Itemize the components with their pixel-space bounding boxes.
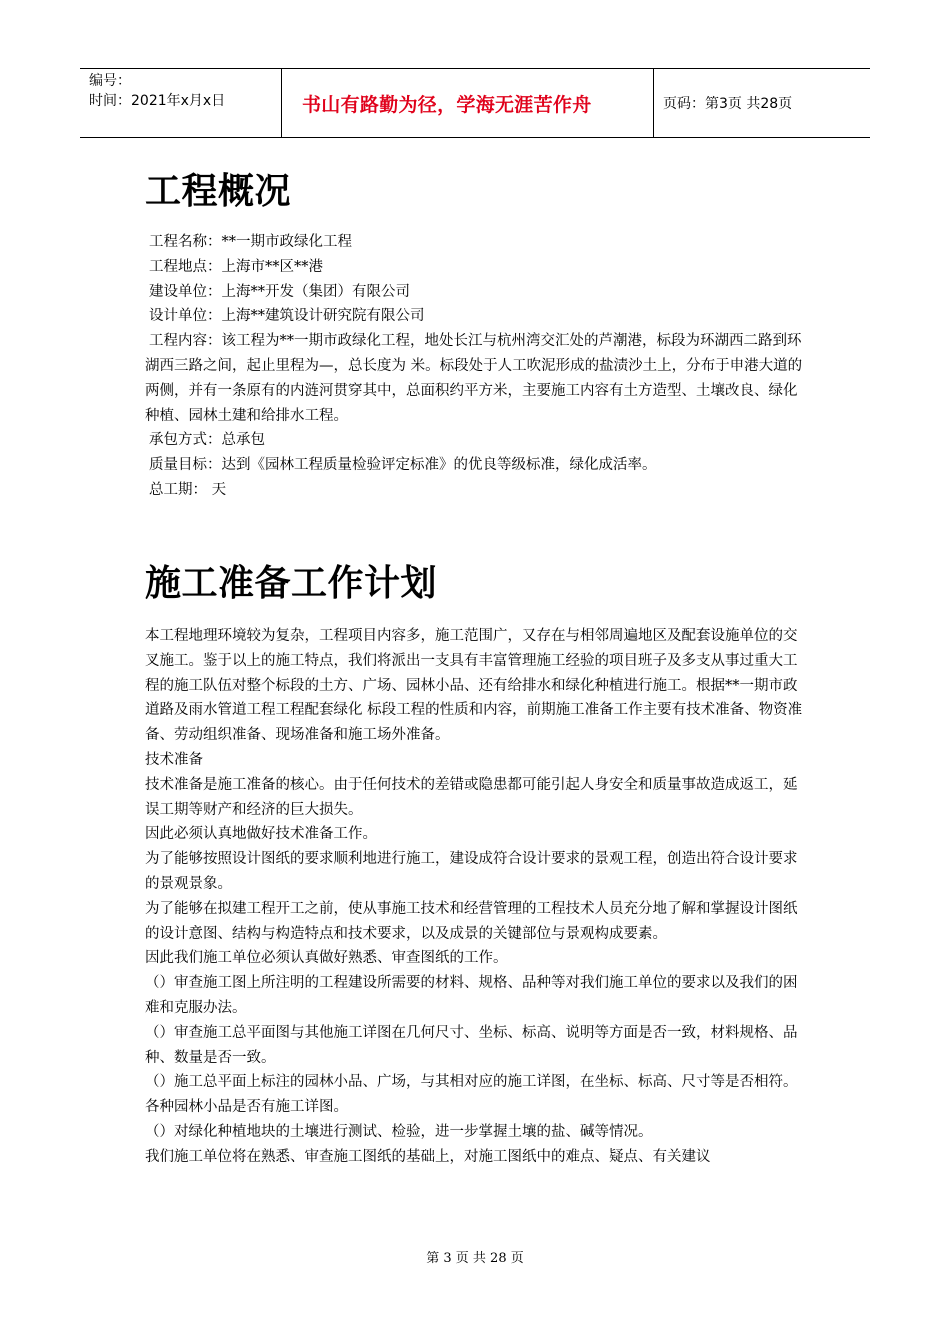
- header-meta: [80, 69, 282, 137]
- subheading-tech-prep: 技术准备: [145, 751, 203, 768]
- paragraph: （）审查施工图上所注明的工程建设所需要的材料、规格、品种等对我们施工单位的要求以及我们的困难和克服办法。: [145, 975, 798, 1016]
- overview-item: 设计单位：上海**建筑设计研究院有限公司: [149, 308, 425, 325]
- code-label: 编号：: [89, 73, 131, 89]
- header-motto: 书山有路勤为径，学海无涯苦作舟: [282, 69, 654, 137]
- date-label: 时间：2021年x月x日: [89, 93, 226, 109]
- overview-item: 质量目标：达到《园林工程质量检验评定标准》的优良等级标准，绿化成活率。: [149, 457, 657, 474]
- overview-item: 建设单位：上海**开发（集团）有限公司: [149, 283, 410, 300]
- paragraph: 为了能够在拟建工程开工之前，使从事施工技术和经营管理的工程技术人员充分地了解和掌握设计图纸的设计意图、结构与构造特点和技术要求，以及成景的关键部位与景观构成要素。: [145, 900, 798, 942]
- paragraph: 因此必须认真地做好技术准备工作。: [145, 826, 377, 843]
- paragraph: 因此我们施工单位必须认真做好熟悉、审查图纸的工作。: [145, 950, 508, 967]
- overview-item: 承包方式：总承包: [149, 432, 265, 449]
- preparation-body: [145, 624, 810, 1170]
- paragraph: （）施工总平面上标注的园林小品、广场，与其相对应的施工详图，在坐标、标高、尺寸等是否相符。各种园林小品是否有施工详图。: [145, 1074, 798, 1116]
- overview-item: 工程名称：**一期市政绿化工程: [149, 234, 352, 250]
- page-header: [80, 68, 870, 138]
- paragraph: 技术准备是施工准备的核心。由于任何技术的差错或隐患都可能引起人身安全和质量事故造成返工，延误工期等财产和经济的巨大损失。: [145, 776, 798, 818]
- overview-item: 工程地点：上海市**区**港: [149, 258, 323, 275]
- page-footer: 第 3 页 共 28 页: [426, 1251, 524, 1266]
- section-title-overview: 工程概况: [145, 171, 292, 212]
- header-page-label: 页码：第3页 共28页: [663, 96, 793, 112]
- paragraph: 我们施工单位将在熟悉、审查施工图纸的基础上，对施工图纸中的难点、疑点、有关建议: [145, 1148, 711, 1165]
- paragraph: 为了能够按照设计图纸的要求顺利地进行施工，建设成符合设计要求的景观工程，创造出符合设计要求的景观景象。: [145, 851, 798, 892]
- overview-list: [145, 230, 810, 503]
- section-title-preparation: 施工准备工作计划: [145, 563, 438, 604]
- paragraph: （）对绿化种植地块的土壤进行测试、检验，进一步掌握土壤的盐、碱等情况。: [145, 1123, 653, 1140]
- overview-item: 总工期： 天: [149, 481, 227, 498]
- paragraph: （）审查施工总平面图与其他施工详图在几何尺寸、坐标、标高、说明等方面是否一致，材料规格、品种、数量是否一致。: [145, 1024, 798, 1066]
- overview-item: 工程内容：该工程为**一期市政绿化工程，地处长江与杭州湾交汇处的芦潮港，标段为环湖西二路到环湖西三路之间，起止里程为—，总长度为 米。标段处于人工吹泥形成的盐渍沙土上，分布于申港大道的两侧，并有一条原有的内涟河贯穿其中，总面积约平方米，主要施工内容有土方造型、土壤改良、绿化种植、园林土建和给排水工程。: [145, 333, 803, 424]
- paragraph: 本工程地理环境较为复杂，工程项目内容多，施工范围广，又存在与相邻周遍地区及配套设施单位的交叉施工。鉴于以上的施工特点，我们将派出一支具有丰富管理施工经验的项目班子及多支从事过重大工程的施工队伍对整个标段的土方、广场、园林小品、还有给排水和绿化种植进行施工。根据**一期市政 道路及雨水管道工程工程配套绿化 标段工程的性质和内容，前期施工准备工作主要有技术准备、物资准备、劳动组织准备、现场准备和施工场外准备。: [145, 628, 803, 744]
